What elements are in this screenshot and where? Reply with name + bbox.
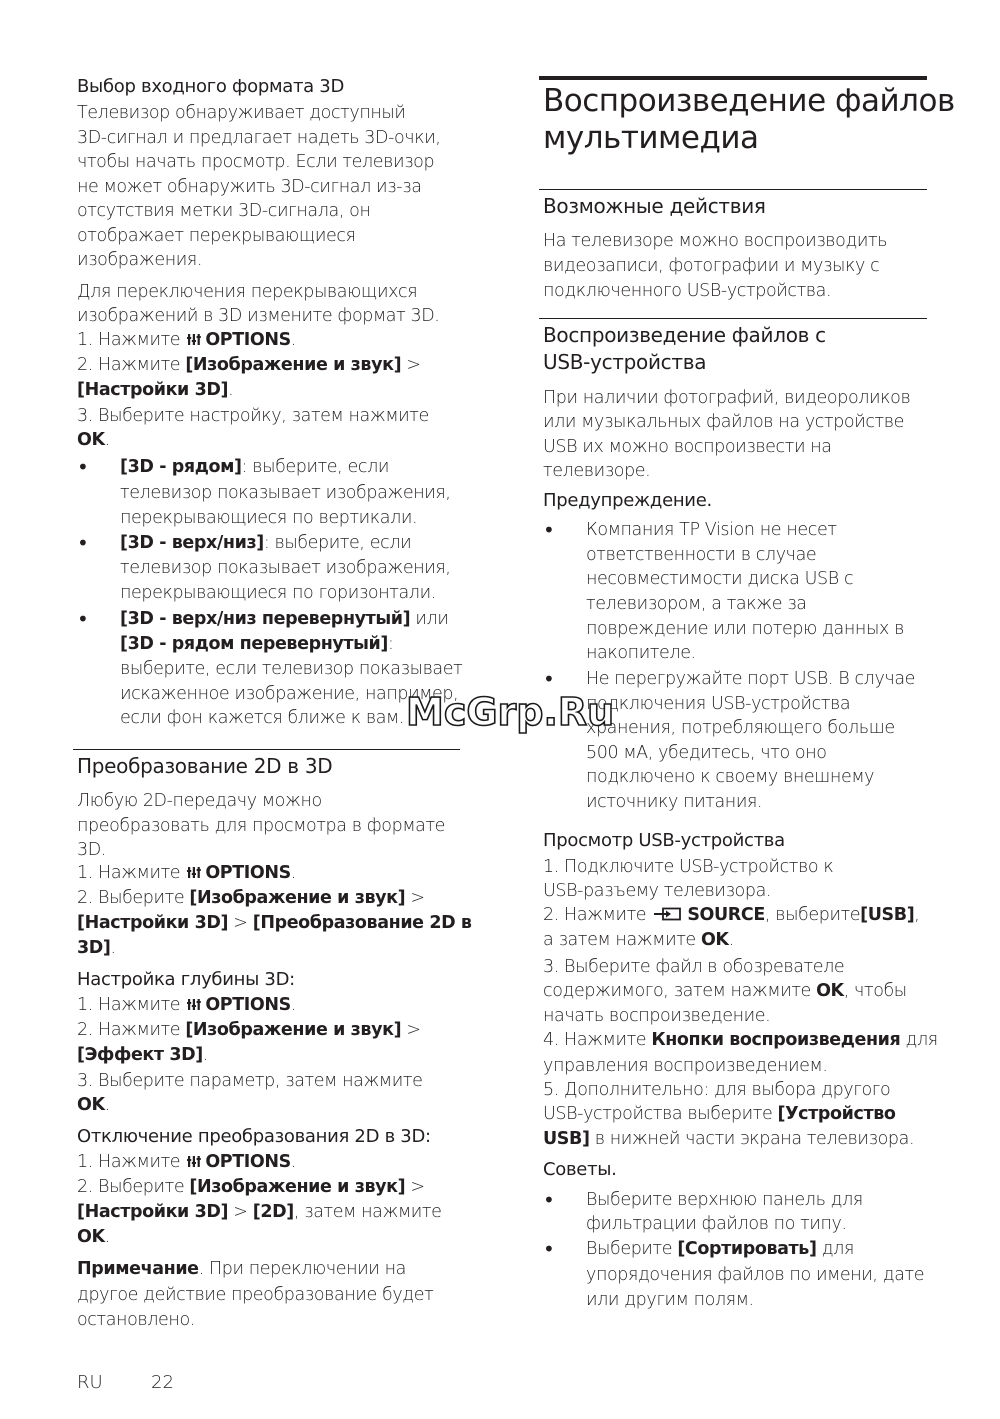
text-line: подключено к своему внешнему [586,767,875,787]
text-line: USB-разъему телевизора. [543,881,772,901]
step-2: 2. Нажмите SOURCE, выберите[USB], [543,905,920,925]
text-line: 500 мА, убедитесь, что оно [586,743,827,763]
title-rule [539,76,927,80]
bullet-dot-icon: • [77,531,89,555]
text-line: или музыкальных файлов на устройстве [543,412,904,432]
text-line: изображения. [77,250,202,270]
heading-possible-actions: Возможные действия [543,194,766,218]
text-line: телевизором, а также за [586,594,807,614]
text-line: При наличии фотографий, видеороликов [543,388,911,408]
heading-depth-3d: Настройка глубины 3D: [77,969,295,990]
step-2-cont: [Настройки 3D] > [2D], затем нажмите [77,1202,442,1222]
text-line: хранения, потребляющего больше [586,718,895,738]
text-line: повреждение или потерю данных в [586,619,904,639]
step-2-cont: [Эффект 3D]. [77,1045,209,1065]
options-bars-icon [187,997,201,1011]
text-line: не может обнаружить 3D-сигнал из-за [77,177,422,197]
text-line: перекрывающиеся по горизонтали. [120,583,436,603]
text-line: если фон кажется ближе к вам. [120,708,404,728]
text-line: источнику питания. [586,792,763,812]
text-line: или другим полям. [586,1290,754,1310]
text-line: упорядочения файлов по имени, дате [586,1265,925,1285]
text-line: искаженное изображение, например, [120,684,459,704]
bullet-dot-icon: • [77,607,89,631]
source-input-icon [653,907,683,921]
step-1: 1. Нажмите OPTIONS. [77,330,296,350]
step-3-cont: содержимого, затем нажмите OK, чтобы [543,981,907,1001]
bullet-dot-icon: • [77,455,89,479]
text-line: Любую 2D-передачу можно [77,791,322,811]
bullet-dot-icon: • [543,1237,555,1261]
footer-language: RU [77,1372,103,1393]
bullet-3d-topbottom: [3D - верх/низ]: выберите, если [120,533,412,553]
step-2: 2. Нажмите [Изображение и звук] > [77,355,421,375]
heading-3d-format: Выбор входного формата 3D [77,76,345,97]
heading-warning: Предупреждение. [543,490,712,511]
bullet-3d-side: [3D - рядом]: выберите, если [120,457,389,477]
text-line: подключения USB-устройства [586,694,851,714]
warning-item: Не перегружайте порт USB. В случае [586,669,916,689]
heading-tips: Советы. [543,1159,617,1180]
text-line: другое действие преобразование будет [77,1285,434,1305]
text-line: отсутствия метки 3D-сигнала, он [77,201,371,221]
options-bars-icon [187,1154,201,1168]
text-line: чтобы начать просмотр. Если телевизор [77,152,435,172]
step-2-cont: OK. [77,1227,110,1247]
text-line: накопителе. [586,643,696,663]
step-4: 4. Нажмите Кнопки воспроизведения для [543,1030,938,1050]
text-line: отображает перекрывающиеся [77,226,356,246]
step-3: 3. Выберите параметр, затем нажмите [77,1071,423,1091]
note: Примечание. При переключении на [77,1259,406,1279]
step-2-cont: [Настройки 3D] > [Преобразование 2D в [77,913,472,933]
text-line: преобразовать для просмотра в формате [77,816,446,836]
text-line: Для переключения перекрывающихся [77,282,418,302]
tip-item: Выберите верхнюю панель для [586,1190,863,1210]
step-3: 3. Выберите файл в обозревателе [543,957,845,977]
step-5-cont: USB-устройства выберите [Устройство [543,1104,896,1124]
step-5-cont: USB] в нижней части экрана телевизора. [543,1129,915,1149]
text-line: 3D-сигнал и предлагает надеть 3D-очки, [77,128,441,148]
step-5: 5. Дополнительно: для выбора другого [543,1080,891,1100]
text-line: USB их можно воспроизвести на [543,437,832,457]
text-line: телевизоре. [543,461,651,481]
step-1: 1. Нажмите OPTIONS. [77,863,296,883]
step-2: 2. Выберите [Изображение и звук] > [77,1177,425,1197]
text-line: начать воспроизведение. [543,1006,771,1026]
step-3-cont: OK. [77,1095,110,1115]
text-line: телевизор показывает изображения, [120,558,451,578]
page-title: Воспроизведение файлов [543,83,955,119]
step-1: 1. Нажмите OPTIONS. [77,1152,296,1172]
options-bars-icon [187,865,201,879]
step-2-cont: [Настройки 3D]. [77,380,234,400]
text-line: 1. Подключите USB-устройство к [543,857,834,877]
text-line: [3D - рядом перевернутый]: [120,634,394,654]
text-line: перекрывающиеся по вертикали. [120,508,418,528]
text-line: несовместимости диска USB с [586,569,854,589]
bullet-3d-inverted: [3D - верх/низ перевернутый] или [120,609,449,629]
heading-usb-view: Просмотр USB-устройства [543,830,785,851]
bullet-dot-icon: • [543,1188,555,1212]
text-line: телевизор показывает изображения, [120,483,451,503]
step-2-cont: а затем нажмите OK. [543,930,734,950]
section-divider [539,318,927,319]
text-line: управления воспроизведением. [543,1056,828,1076]
tip-item: Выберите [Сортировать] для [586,1239,854,1259]
text-line: изображений в 3D измените формат 3D. [77,306,440,326]
options-bars-icon [187,332,201,346]
page-title: мультимедиа [543,120,759,156]
text-line: подключенного USB-устройства. [543,281,832,301]
text-line: остановлено. [77,1310,195,1330]
footer-page-number: 22 [151,1372,174,1393]
step-3-cont: OK. [77,430,110,450]
heading-disable-2d-3d: Отключение преобразования 2D в 3D: [77,1126,431,1147]
text-line: видеозаписи, фотографии и музыку с [543,256,880,276]
step-2: 2. Выберите [Изображение и звук] > [77,888,425,908]
step-1: 1. Нажмите OPTIONS. [77,995,296,1015]
step-2-cont: 3D]. [77,938,116,958]
text-line: выберите, если телевизор показывает [120,659,463,679]
bullet-dot-icon: • [543,667,555,691]
watermark-text: McGrp.Ru [406,690,615,734]
bullet-dot-icon: • [543,518,555,542]
text-line: фильтрации файлов по типу. [586,1214,847,1234]
heading-2d-to-3d: Преобразование 2D в 3D [77,754,333,778]
section-divider [539,189,927,190]
text-line: ответственности в случае [586,545,817,565]
step-3: 3. Выберите настройку, затем нажмите [77,406,429,426]
text-line: На телевизоре можно воспроизводить [543,231,888,251]
warning-item: Компания TP Vision не несет [586,520,837,540]
heading-usb-playback: Воспроизведение файлов с [543,323,826,347]
step-2: 2. Нажмите [Изображение и звук] > [77,1020,421,1040]
text-line: 3D. [77,840,106,860]
text-line: Телевизор обнаруживает доступный [77,103,406,123]
section-divider [73,749,460,750]
heading-usb-playback: USB-устройства [543,350,707,374]
